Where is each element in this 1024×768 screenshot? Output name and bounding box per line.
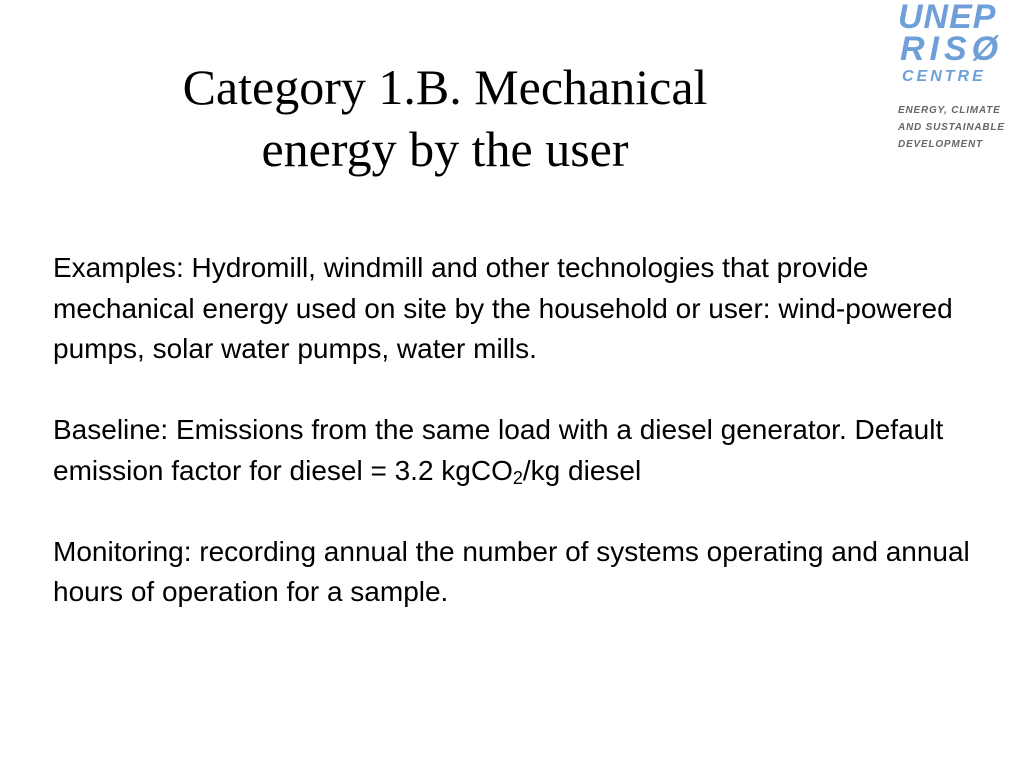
examples-paragraph: Examples: Hydromill, windmill and other technologies that provide mechanical energy used on site by the household or user: wind-powered pumps, solar water pumps, water mills. [53, 252, 953, 364]
logo-tagline-2: AND SUSTAINABLE [898, 122, 1005, 133]
slide-title-line-1: Category 1.B. Mechanical [182, 59, 708, 115]
logo-unep-text: UNEP [898, 0, 997, 36]
unep-riso-centre-logo [896, 0, 1020, 156]
monitoring-paragraph: Monitoring: recording annual the number of systems operating and annual hours of operation for a sample. [53, 535, 970, 607]
slide-title [100, 56, 790, 180]
baseline-text-end: /kg diesel [522, 454, 642, 486]
logo-tagline-3: DEVELOPMENT [898, 139, 983, 150]
slide-title-line-2: energy by the user [261, 121, 629, 177]
baseline-text: Baseline: Emissions from the same load with a diesel generator. Default emission factor for diesel = 3.2 kgCO [53, 414, 944, 486]
logo-riso-text: RISØ [900, 30, 1004, 68]
logo-centre-text: CENTRE [902, 68, 986, 85]
logo-tagline-1: ENERGY, CLIMATE [898, 105, 1001, 116]
baseline-paragraph [53, 410, 983, 491]
slide-body [53, 248, 983, 653]
co2-subscript: 2 [512, 467, 523, 488]
